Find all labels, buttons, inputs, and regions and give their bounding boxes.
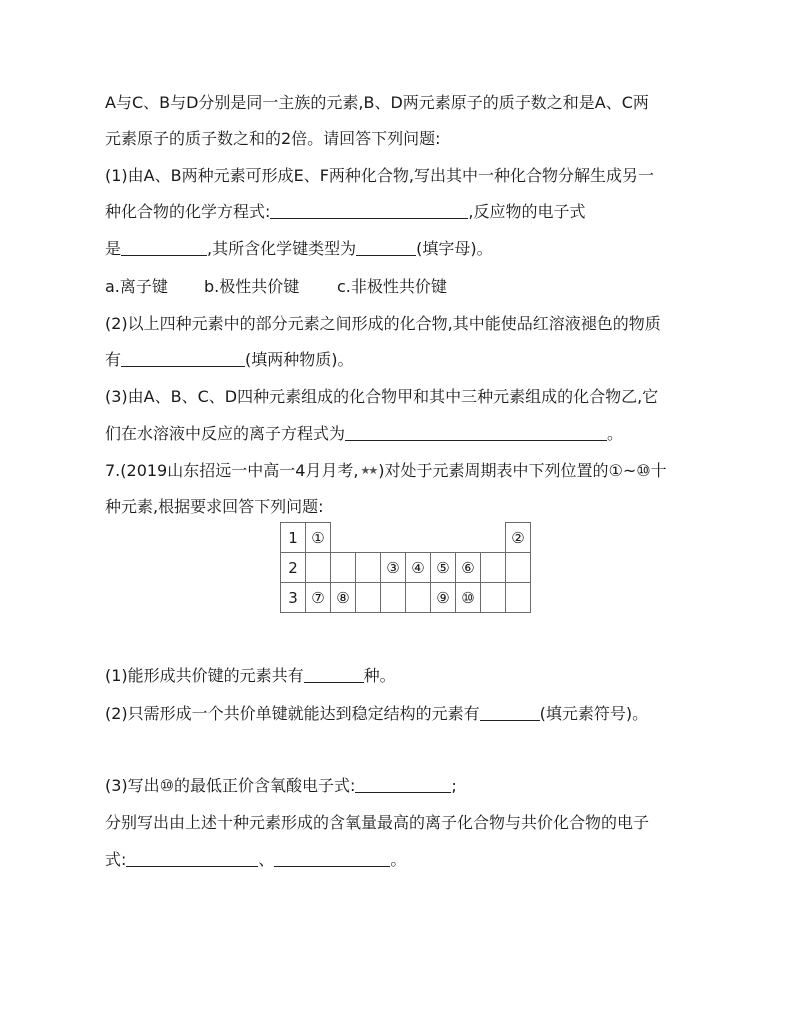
p7-q2-text: (2)只需形成一个共价单键就能达到稳定结构的元素有 <box>105 704 480 723</box>
element-cell: ⑦ <box>306 583 331 613</box>
q1-line-2 <box>105 201 586 223</box>
q1-options <box>105 276 447 298</box>
p7-q1-text: (1)能形成共价键的元素共有 <box>105 666 304 685</box>
empty-cell <box>356 523 381 553</box>
q3-line-2 <box>105 423 623 445</box>
period-label: 3 <box>281 583 306 613</box>
element-cell <box>306 553 331 583</box>
option-b: b.极性共价键 <box>204 277 300 296</box>
element-cell <box>481 583 506 613</box>
period-label: 2 <box>281 553 306 583</box>
element-cell <box>506 583 531 613</box>
element-cell: ⑩ <box>456 583 481 613</box>
intro-line-2: 元素原子的质子数之和的2倍。请回答下列问题: <box>105 129 441 148</box>
q3-line-2-text: 们在水溶液中反应的离子方程式为 <box>105 424 346 443</box>
element-cell <box>506 553 531 583</box>
p7-q1-tail: 种。 <box>363 666 396 685</box>
answer-blank-substances[interactable] <box>121 350 245 367</box>
q1-line-1: (1)由A、B两种元素可形成E、F两种化合物,写出其中一种化合物分解生成另一 <box>105 166 654 185</box>
empty-cell <box>456 523 481 553</box>
problem-7-line-2: 种元素,根据要求回答下列问题: <box>105 497 324 516</box>
answer-blank-bond-type[interactable] <box>356 239 416 256</box>
option-a: a.离子键 <box>105 277 168 296</box>
q1-line-3-mid: ,其所含化学键类型为 <box>207 239 357 258</box>
p7-q2 <box>105 703 648 725</box>
answer-blank-equation[interactable] <box>270 202 468 219</box>
element-cell <box>331 553 356 583</box>
q3-line-1: (3)由A、B、C、D四种元素组成的化合物甲和其中三种元素组成的化合物乙,它 <box>105 387 659 406</box>
answer-blank-ionic-compound[interactable] <box>126 850 258 867</box>
element-cell: ③ <box>381 553 406 583</box>
answer-blank-symbols[interactable] <box>480 704 540 721</box>
problem-7-source: 7.(2019山东招远一中高一4月月考, <box>105 461 359 480</box>
element-cell: ⑨ <box>431 583 456 613</box>
option-c: c.非极性共价键 <box>337 277 447 296</box>
q1-line-3-tail: (填字母)。 <box>416 239 493 258</box>
p7-q4-line-2 <box>105 849 406 871</box>
q3-line-2-tail: 。 <box>607 424 624 443</box>
p7-q4-sep: 、 <box>258 850 275 869</box>
element-cell: ④ <box>406 553 431 583</box>
q1-line-2-tail: ,反应物的电子式 <box>468 202 586 221</box>
element-cell: ⑧ <box>331 583 356 613</box>
empty-cell <box>431 523 456 553</box>
p7-q3 <box>105 775 457 797</box>
period-label: 1 <box>281 523 306 553</box>
empty-cell <box>381 523 406 553</box>
q2-line-2 <box>105 349 354 371</box>
element-cell: ② <box>506 523 531 553</box>
p7-q4-text: 式: <box>105 850 127 869</box>
q1-line-2-text: 种化合物的化学方程式: <box>105 202 271 221</box>
q2-line-1: (2)以上四种元素中的部分元素之间形成的化合物,其中能使品红溶液褪色的物质 <box>105 314 661 333</box>
answer-blank-electron-formula-acid[interactable] <box>355 776 451 793</box>
element-cell <box>356 553 381 583</box>
answer-blank-covalent-compound[interactable] <box>274 850 390 867</box>
intro-line-1: A与C、B与D分别是同一主族的元素,B、D两元素原子的质子数之和是A、C两 <box>105 93 649 112</box>
periodic-table-row <box>281 523 531 553</box>
q2-line-2-tail: (填两种物质)。 <box>245 350 354 369</box>
q1-line-3 <box>105 238 493 260</box>
p7-q4-line-1: 分别写出由上述十种元素形成的含氧量最高的离子化合物与共价化合物的电子 <box>105 813 650 832</box>
element-cell <box>481 553 506 583</box>
answer-blank-ionic-equation[interactable] <box>345 424 607 441</box>
difficulty-stars-icon: ★★ <box>360 464 377 477</box>
element-cell: ① <box>306 523 331 553</box>
element-cell <box>356 583 381 613</box>
periodic-table-row <box>281 553 531 583</box>
p7-q3-text: (3)写出⑩的最低正价含氧酸电子式: <box>105 776 356 795</box>
answer-blank-electron-formula[interactable] <box>121 239 207 256</box>
periodic-table-row <box>281 583 531 613</box>
answer-blank-count[interactable] <box>304 666 364 683</box>
problem-7-line-1 <box>105 460 667 482</box>
empty-cell <box>406 523 431 553</box>
p7-q2-tail: (填元素符号)。 <box>539 704 649 723</box>
p7-q3-tail: ; <box>451 776 457 795</box>
periodic-table <box>280 522 531 613</box>
q1-line-3-text: 是 <box>105 239 122 258</box>
problem-7-prompt: )对处于元素周期表中下列位置的①~⑩十 <box>378 461 667 480</box>
element-cell: ⑥ <box>456 553 481 583</box>
q2-line-2-text: 有 <box>105 350 122 369</box>
p7-q4-tail: 。 <box>390 850 407 869</box>
p7-q1 <box>105 665 396 687</box>
empty-cell <box>331 523 356 553</box>
element-cell <box>406 583 431 613</box>
empty-cell <box>481 523 506 553</box>
element-cell: ⑤ <box>431 553 456 583</box>
element-cell <box>381 583 406 613</box>
